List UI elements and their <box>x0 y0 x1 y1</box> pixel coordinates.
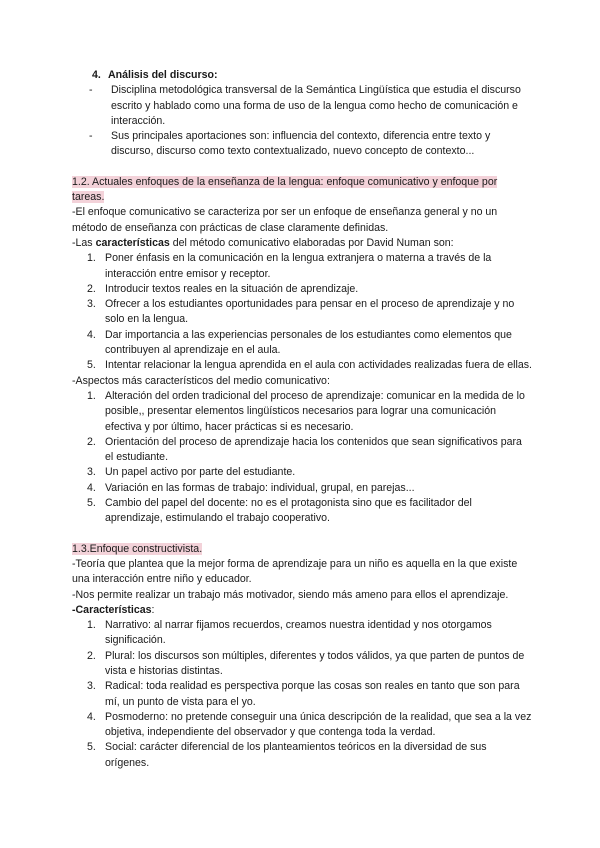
list-item <box>87 282 532 297</box>
section-1-2-characteristics-intro <box>72 236 532 251</box>
list-item <box>87 251 532 282</box>
list-item <box>87 618 532 649</box>
list-item <box>87 389 532 435</box>
char-suffix: del método comunicativo elaboradas por David Numan son: <box>169 236 454 249</box>
list-number: 5. <box>87 497 96 510</box>
list-number: 1. <box>87 252 96 265</box>
section-1-2-intro: -El enfoque comunicativo se caracteriza por ser un enfoque de enseñanza general y no un método de enseñanza con prácticas de clase claramente definidas. <box>72 206 498 234</box>
dash-marker: - <box>89 130 93 143</box>
list-item <box>87 710 532 741</box>
list-item <box>87 496 532 527</box>
list-number: 1. <box>87 619 96 632</box>
list-item <box>89 129 532 160</box>
list-number: 4. <box>87 328 96 341</box>
list-number: 4. <box>87 481 96 494</box>
list-item <box>87 297 532 328</box>
list-item-text: Narrativo: al narrar fijamos recuerdos, creamos nuestra identidad y nos otorgamos significación. <box>105 619 492 647</box>
char-bold: características <box>95 236 170 249</box>
list-number: 3. <box>87 298 96 311</box>
list-item <box>87 679 532 710</box>
section-4-title <box>92 68 532 83</box>
list-item-text: Introducir textos reales en la situación de aprendizaje. <box>105 282 359 295</box>
char-label-bold: -Características <box>72 603 152 616</box>
section-1-3-characteristics-list <box>72 618 532 771</box>
list-item-text: Plural: los discursos son múltiples, diferentes y todos válidos, ya que parten de puntos de vista e historias distintas. <box>105 649 525 677</box>
section-1-2-heading-block <box>72 175 532 206</box>
list-number: 2. <box>87 282 96 295</box>
list-item-text: Social: carácter diferencial de los planteamientos teóricos en la diversidad de sus orígenes. <box>105 741 487 769</box>
list-number: 2. <box>87 435 96 448</box>
list-item-text: Alteración del orden tradicional del proceso de aprendizaje: comunicar en la medida de lo posible,, presentar elementos lingüísticos necesarios para lograr una comunicación efectiva y por último, hacer prácticas si es necesario. <box>105 389 525 433</box>
list-item-text: Disciplina metodológica transversal de la Semántica Lingüística que estudia el discurso escrito y hablado como una forma de uso de la lengua como hecho de comunicación e interacción. <box>111 84 521 127</box>
list-number: 5. <box>87 359 96 372</box>
list-item-text: Orientación del proceso de aprendizaje hacia los contenidos que sean significativos para el estudiante. <box>105 435 522 464</box>
section-1-3-characteristics-label <box>72 603 532 618</box>
spacer <box>72 160 532 175</box>
list-number: 1. <box>87 389 96 402</box>
list-item <box>87 465 532 480</box>
list-item <box>87 358 532 373</box>
list-number: 3. <box>87 680 96 693</box>
char-label-colon: : <box>151 603 155 616</box>
section-1-3-line-1: -Teoría que plantea que la mejor forma de aprendizaje para un niño es aquella en la que existe una interacción entre niño y educador. <box>72 557 518 586</box>
spacer <box>72 527 532 542</box>
section-1-3-heading-block <box>72 542 532 557</box>
dash-marker: - <box>89 84 93 97</box>
list-item-text: Un papel activo por parte del estudiante. <box>105 466 296 479</box>
list-item-text: Cambio del papel del docente: no es el protagonista sino que es facilitador del aprendizaje, estimulando el trabajo cooperativo. <box>105 497 472 525</box>
list-item <box>87 435 532 466</box>
list-item-text: Poner énfasis en la comunicación en la lengua extranjera o materna a través de la interacción entre emisor y receptor. <box>105 252 492 280</box>
list-number: 2. <box>87 649 96 662</box>
section-1-3-line-2: -Nos permite realizar un trabajo más motivador, siendo más ameno para ellos el aprendizaje. <box>72 588 509 601</box>
list-number: 5. <box>87 741 96 754</box>
list-item-text: Radical: toda realidad es perspectiva porque las cosas son reales en tanto que son para mí, un punto de vista para el yo. <box>105 680 520 708</box>
list-item-text: Posmoderno: no pretende conseguir una única descripción de la realidad, que sea a la vez objetiva, independiente del observador y que contenga toda la verdad. <box>105 710 532 739</box>
document-content <box>72 68 532 771</box>
section-4-bullets <box>72 83 532 159</box>
list-item-text: Variación en las formas de trabajo: individual, grupal, en parejas... <box>105 481 415 494</box>
list-item-text: Intentar relacionar la lengua aprendida en el aula con actividades realizadas fuera de ellas. <box>105 359 532 372</box>
section-1-2-aspects-intro: -Aspectos más característicos del medio comunicativo: <box>72 374 330 387</box>
list-item <box>89 83 532 129</box>
list-number: 4. <box>87 710 96 723</box>
section-1-3-heading: 1.3.Enfoque constructivista. <box>72 542 203 555</box>
section-1-2-characteristics-list <box>72 251 532 373</box>
list-item-text: Sus principales aportaciones son: influencia del contexto, diferencia entre texto y discurso, discurso como texto contextualizado, nuevo concepto de contexto... <box>111 130 491 158</box>
char-prefix: -Las <box>72 236 96 249</box>
list-item <box>87 328 532 359</box>
list-item-text: Dar importancia a las experiencias personales de los estudiantes como elementos que contribuyen al aprendizaje en el aula. <box>105 328 512 357</box>
list-item-text: Ofrecer a los estudiantes oportunidades para pensar en el proceso de aprendizaje y no solo en la lengua. <box>105 298 515 326</box>
list-item <box>87 481 532 496</box>
list-number: 3. <box>87 466 96 479</box>
section-1-2-heading: 1.2. Actuales enfoques de la enseñanza de la lengua: enfoque comunicativo y enfoque por tareas. <box>72 175 498 204</box>
section-1-2-aspects-list <box>72 389 532 527</box>
section-4-title-text: Análisis del discurso: <box>108 69 218 81</box>
section-4-number: 4. <box>92 69 101 81</box>
list-item <box>87 649 532 680</box>
list-item <box>87 740 532 771</box>
